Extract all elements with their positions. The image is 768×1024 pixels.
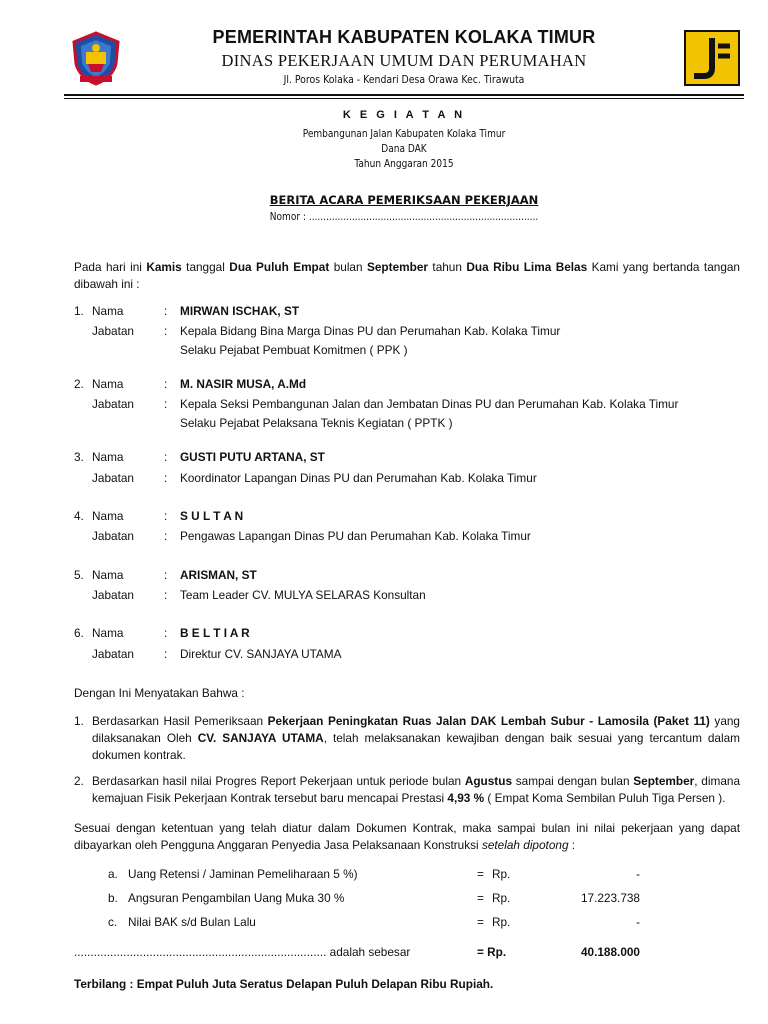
signatory-number: 5. [74,568,84,582]
name-label: Nama [92,304,124,318]
name-label: Nama [92,450,124,464]
statement-number: 2. [74,774,84,788]
signatory-position: Kepala Seksi Pembangunan Jalan dan Jembatan Dinas PU dan Perumahan Kab. Kolaka Timur [180,397,679,411]
payment-equals: = [477,891,484,905]
colon: : [164,304,168,318]
header-department-name: DINAS PEKERJAAN UMUM DAN PERUMAHAN [221,51,587,70]
opening-paragraph: Pada hari ini Kamis tanggal Dua Puluh Empat bulan September tahun Dua Ribu Lima Belas Kami yang bertanda tangan dibawah ini : [74,260,740,291]
signatory-position: Koordinator Lapangan Dinas PU dan Perumahan Kab. Kolaka Timur [180,471,537,485]
signatory-position: Kepala Bidang Bina Marga Dinas PU dan Perumahan Kab. Kolaka Timur [180,324,561,338]
payment-currency: Rp. [492,891,511,905]
colon: : [164,509,168,523]
payment-letter: a. [108,867,118,881]
colon: : [164,450,168,464]
colon: : [164,626,168,640]
signatory-name: S U L T A N [180,509,244,523]
coat-of-arms-logo [68,30,124,86]
name-label: Nama [92,568,124,582]
statement-point-1: Berdasarkan Hasil Pemeriksaan Pekerjaan Peningkatan Ruas Jalan DAK Lembah Subur - Lamosila (Paket 11) yang dilaksanakan Oleh CV. SANJAYA UTAMA, telah melaksanakan kewajiban dengan baik sesuai yang tercantum dalam dokumen kontrak. [92,714,740,762]
colon: : [164,397,168,411]
pu-logo [684,30,740,86]
signatory-name: MIRWAN ISCHAK, ST [180,304,300,318]
kegiatan-line: Dana DAK [381,142,427,155]
jabatan-label: Jabatan [92,471,134,485]
signatory-name: B E L T I A R [180,626,250,640]
signatory-number: 3. [74,450,84,464]
colon: : [164,471,168,485]
signatory-role: Selaku Pejabat Pembuat Komitmen ( PPK ) [180,343,408,357]
payment-amount: - [636,867,640,881]
payment-currency: Rp. [492,915,511,929]
kegiatan-title: K E G I A T A N [342,109,466,121]
signatory-number: 2. [74,377,84,391]
signatory-number: 4. [74,509,84,523]
colon: : [164,568,168,582]
signatory-name: GUSTI PUTU ARTANA, ST [180,450,325,464]
amount-in-words: Terbilang : Empat Puluh Juta Seratus Delapan Puluh Delapan Ribu Rupiah. [74,977,494,991]
signatory-number: 1. [74,304,84,318]
colon: : [164,529,168,543]
colon: : [164,377,168,391]
name-label: Nama [92,509,124,523]
jabatan-label: Jabatan [92,647,134,661]
total-amount: 40.188.000 [580,945,640,959]
kegiatan-line: Tahun Anggaran 2015 [354,157,454,170]
header-address: Jl. Poros Kolaka - Kendari Desa Orawa Kec. Tirawuta [283,73,525,86]
statement-point-2: Berdasarkan hasil nilai Progres Report Pekerjaan untuk periode bulan Agustus sampai dengan bulan September, dimana kemajuan Fisik Pekerjaan Kontrak tersebut baru mencapai Prestasi 4,93 % ( Empat Koma Sembilan Puluh Tiga Persen ). [92,774,741,805]
total-currency: = Rp. [477,945,507,959]
name-label: Nama [92,626,124,640]
signatory-number: 6. [74,626,84,640]
kegiatan-line: Pembangunan Jalan Kabupaten Kolaka Timur [302,127,506,140]
document-number: Nomor : ................................................................................ [269,210,539,223]
payment-equals: = [477,915,484,929]
jabatan-label: Jabatan [92,324,134,338]
colon: : [164,647,168,661]
payment-equals: = [477,867,484,881]
signatory-position: Pengawas Lapangan Dinas PU dan Perumahan Kab. Kolaka Timur [180,529,531,543]
colon: : [164,588,168,602]
signatory-role: Selaku Pejabat Pelaksana Teknis Kegiatan ( PPTK ) [180,416,453,430]
payment-label: Nilai BAK s/d Bulan Lalu [128,915,256,929]
name-label: Nama [92,377,124,391]
jabatan-label: Jabatan [92,529,134,543]
payment-amount: - [636,915,640,929]
total-label: ............................................................................. adalah sebesar [74,945,411,959]
jabatan-label: Jabatan [92,588,134,602]
payment-letter: b. [108,891,118,905]
header-rule-thick [64,94,744,96]
document-title: BERITA ACARA PEMERIKSAAN PEKERJAAN [269,193,539,207]
colon: : [164,324,168,338]
contract-paragraph: Sesuai dengan ketentuan yang telah diatur dalam Dokumen Kontrak, maka sampai bulan ini nilai pekerjaan yang dapat dibayarkan oleh Pengguna Anggaran Penyedia Jasa Pelaksanaan Konstruksi setelah dipotong : [74,821,740,852]
statement-intro: Dengan Ini Menyatakan Bahwa : [74,686,245,700]
jabatan-label: Jabatan [92,397,134,411]
signatory-name: ARISMAN, ST [180,568,257,582]
payment-amount: 17.223.738 [580,891,640,905]
header-rule-thin [64,98,744,99]
payment-label: Angsuran Pengambilan Uang Muka 30 % [128,891,345,905]
signatory-position: Team Leader CV. MULYA SELARAS Konsultan [180,588,426,602]
payment-label: Uang Retensi / Jaminan Pemeliharaan 5 %) [128,867,358,881]
payment-currency: Rp. [492,867,511,881]
statement-number: 1. [74,714,84,728]
signatory-position: Direktur CV. SANJAYA UTAMA [180,647,342,661]
header-government-name: PEMERINTAH KABUPATEN KOLAKA TIMUR [212,27,596,47]
payment-letter: c. [108,915,118,929]
signatory-name: M. NASIR MUSA, A.Md [180,377,307,391]
